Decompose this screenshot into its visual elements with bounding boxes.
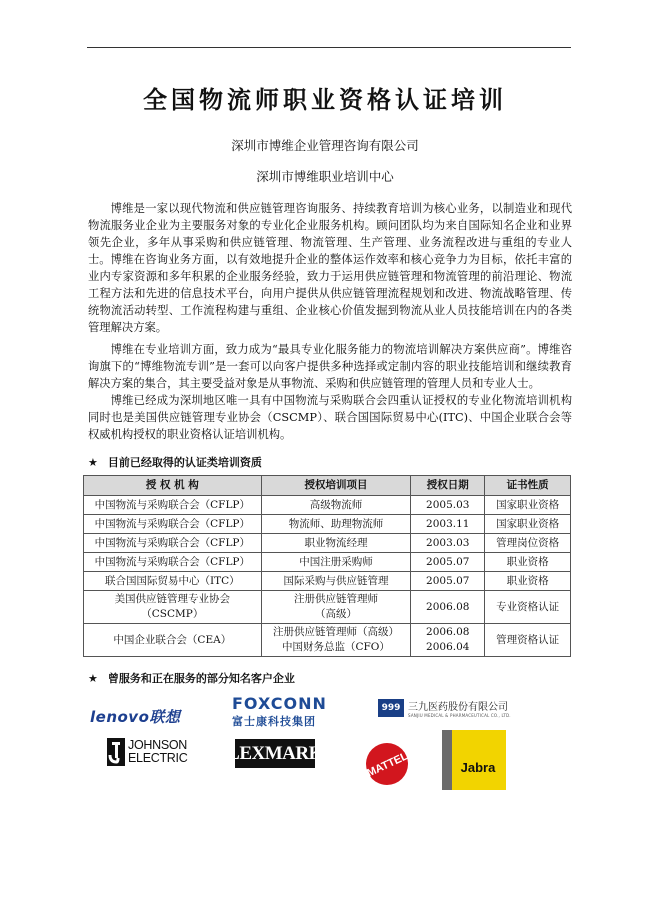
cell-org: 中国物流与采购联合会（CFLP） — [84, 515, 262, 534]
cell-project — [261, 591, 411, 624]
foxconn-logo-en: FOXCONN — [232, 694, 327, 713]
accreditation-paragraph: 博维已经成为深圳地区唯一具有中国物流与采购联合会四重认证授权的专业化物流培训机构同时也是美国供应链管理专业协会（CSCMP）、联合国国际贸易中心(ITC)、中国企业联合会等权威机构授权的职业资格认证培训机构。 — [88, 394, 572, 441]
jabra-logo — [442, 730, 506, 790]
johnson-electric-mark-icon — [107, 738, 125, 766]
training-paragraph: 博维在专业培训方面，致力成为“最具专业化服务能力的物流培训解决方案供应商”。博维咨询旗下的“博维物流专训”是一套可以向客户提供多种选择或定制内容的职业技能培训和继续教育解决方案的集合，其主要受益对象是从事物流、采购和供应链管理的管理人员和专业人士。 — [88, 343, 572, 390]
clients-heading — [88, 670, 295, 686]
jabra-logo-text: Jabra — [460, 760, 496, 775]
cell-org — [84, 591, 262, 624]
cell-date: 2003.11 — [411, 515, 485, 534]
certification-table — [83, 475, 571, 657]
table-header-row — [84, 476, 571, 496]
cell-project: 中国注册采购师 — [261, 553, 411, 572]
cell-org: 中国物流与采购联合会（CFLP） — [84, 553, 262, 572]
cell-project-line: （高级） — [314, 608, 357, 620]
cell-nature: 国家职业资格 — [485, 515, 571, 534]
johnson-electric-line1: JOHNSON — [128, 738, 188, 752]
foxconn-logo-cn: 富士康科技集团 — [232, 715, 316, 728]
header-nature: 证书性质 — [485, 476, 571, 496]
certifications-heading — [88, 454, 262, 470]
cell-nature: 专业资格认证 — [485, 591, 571, 624]
cell-nature: 职业资格 — [485, 553, 571, 572]
cell-org: 中国企业联合会（CEA） — [84, 624, 262, 657]
header-project: 授权培训项目 — [261, 476, 411, 496]
cell-project: 职业物流经理 — [261, 534, 411, 553]
sanjiu-name-en: SANJIU MEDICAL & PHARMACEUTICAL CO., LTD. — [408, 713, 511, 718]
cell-date-line: 2006.04 — [426, 641, 470, 653]
cell-date: 2005.07 — [411, 572, 485, 591]
star-icon: ★ — [88, 456, 98, 469]
table-row — [84, 534, 571, 553]
jabra-logo-stripe — [442, 730, 452, 790]
lexmark-logo: LEXMARK — [235, 739, 315, 768]
cell-date: 2006.08 — [411, 591, 485, 624]
table-row — [84, 572, 571, 591]
sanjiu-name-cn: 三九医药股份有限公司 — [408, 702, 508, 713]
johnson-electric-logo — [107, 738, 187, 766]
certifications-heading-text: 目前已经取得的认证类培训资质 — [107, 456, 262, 469]
lenovo-logo: lenovo联想 — [90, 708, 181, 726]
table-row — [84, 553, 571, 572]
mattel-logo — [362, 740, 412, 788]
cell-nature: 管理岗位资格 — [485, 534, 571, 553]
header-date: 授权日期 — [411, 476, 485, 496]
cell-project-line: 注册供应链管理师 — [293, 593, 378, 605]
cell-date: 2005.03 — [411, 496, 485, 515]
cell-project — [261, 624, 411, 657]
document-title: 全国物流师职业资格认证培训 — [143, 86, 507, 114]
cell-org-line: 美国供应链管理专业协会 — [114, 593, 231, 605]
star-icon: ★ — [88, 672, 98, 685]
sanjiu-mark: 999 — [378, 699, 404, 717]
cell-nature: 国家职业资格 — [485, 496, 571, 515]
johnson-electric-line2: ELECTRIC — [128, 751, 188, 765]
cell-date: 2003.03 — [411, 534, 485, 553]
cell-project-line: 注册供应链管理师（高级） — [272, 626, 399, 638]
cell-nature: 职业资格 — [485, 572, 571, 591]
table-row — [84, 624, 571, 657]
cell-project-line: 中国财务总监（CFO） — [281, 641, 390, 653]
cell-date — [411, 624, 485, 657]
top-rule — [87, 47, 571, 48]
cell-org: 联合国国际贸易中心（ITC） — [84, 572, 262, 591]
consulting-paragraph: 博维在咨询业务方面，以有效地提升企业的整体运作效率和核心竞争力为目标，依托丰富的业内专家资源和多年积累的企业服务经验，致力于运用供应链管理和物流管理的前沿理论、物流工程方法和先进的信息技术平台，向用户提供从供应链管理流程规划和改进、物流战略管理、传统物流活动转型、工作流程构建与重组、企业核心价值发掘到物流从业人员技能培训在内的各类管理解决方案。 — [88, 253, 572, 334]
table-row — [84, 496, 571, 515]
intro-paragraph: 博维是一家以现代物流和供应链管理咨询服务、持续教育培训为核心业务，以制造业和现代物流服务业企业为主要服务对象的专业化企业服务机构。顾问团队均为来自国际知名企业和业界领先企业，多年从事采购和供应链管理、物流管理、生产管理、业务流程改进与重组的专业人士。 — [88, 202, 572, 266]
cell-project: 高级物流师 — [261, 496, 411, 515]
cell-org-line: （CSCMP） — [141, 608, 204, 620]
clients-heading-text: 曾服务和正在服务的部分知名客户企业 — [107, 672, 295, 685]
cell-date: 2005.07 — [411, 553, 485, 572]
cell-project: 国际采购与供应链管理 — [261, 572, 411, 591]
company-name: 深圳市博维企业管理咨询有限公司 — [231, 138, 419, 153]
sanjiu-logo — [378, 698, 511, 718]
header-org: 授 权 机 构 — [84, 476, 262, 496]
foxconn-logo — [232, 694, 342, 729]
cell-org: 中国物流与采购联合会（CFLP） — [84, 496, 262, 515]
table-row — [84, 515, 571, 534]
cell-org: 中国物流与采购联合会（CFLP） — [84, 534, 262, 553]
cell-date-line: 2006.08 — [426, 626, 470, 638]
cell-nature: 管理资格认证 — [485, 624, 571, 657]
mattel-logo-text: MATTEL — [365, 750, 410, 780]
training-center-name: 深圳市博维职业培训中心 — [256, 169, 394, 184]
cell-project: 物流师、助理物流师 — [261, 515, 411, 534]
table-row — [84, 591, 571, 624]
